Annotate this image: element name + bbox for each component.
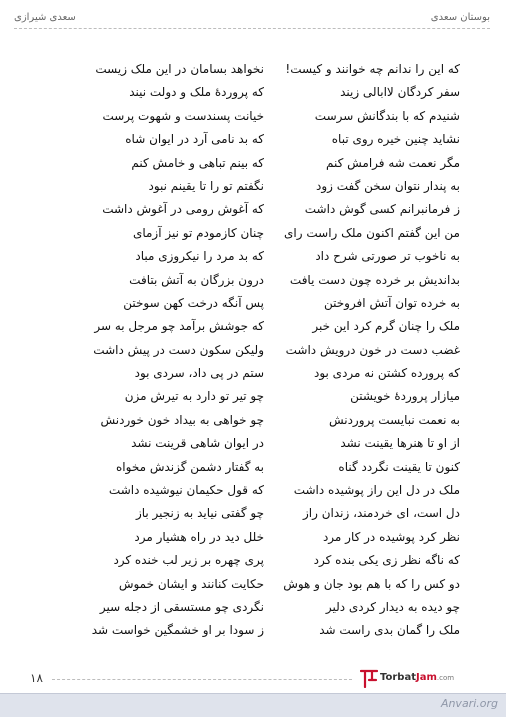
first-hemistich: ملک در دل این راز پوشیده داشت [293, 483, 460, 498]
poem-beyt [70, 432, 460, 455]
first-hemistich: ملک را گمان بدی راست شد [319, 623, 460, 638]
first-hemistich: چو دیده به دیدار کردی دلیر [325, 599, 460, 614]
second-hemistich: که بینم تباهی و خامش کنم [131, 155, 264, 170]
second-hemistich: ز سودا بر او خشمگین خواست شد [91, 623, 264, 638]
first-hemistich: نشاید چنین خیره روی تباه [331, 132, 460, 147]
first-hemistich: که ناگه نظر زی یکی بنده کرد [313, 553, 460, 568]
second-hemistich: ستم در پی داد، سردی بود [134, 366, 264, 381]
torbatjam-logo-icon [360, 668, 378, 688]
page-header [14, 12, 490, 29]
poem-beyt [70, 105, 460, 128]
poem-beyt [70, 315, 460, 338]
second-hemistich: نگفتم تو را تا یقینم نبود [148, 178, 264, 193]
footer-divider [52, 679, 352, 680]
first-hemistich: به پندار نتوان سخن گفت زود [316, 178, 460, 193]
first-hemistich: نظر کرد پوشیده در کار مرد [322, 529, 460, 544]
poem-beyt [70, 385, 460, 408]
first-hemistich: از او تا هنرها یقینت نشد [340, 436, 460, 451]
first-hemistich: ملک را چنان گرم کرد این خبر [312, 319, 460, 334]
first-hemistich: به نعمت نبایست پروردنش [328, 412, 460, 427]
logo-prefix: Torbat [380, 672, 416, 683]
poem-beyt [70, 479, 460, 502]
logo-text [380, 672, 454, 683]
poem-beyt [70, 596, 460, 619]
second-hemistich: حکایت کنانند و ایشان خموش [118, 576, 264, 591]
second-hemistich: نخواهد بسامان در این ملک زیست [95, 62, 264, 76]
first-hemistich: دل است، ای خردمند، زندان راز [302, 506, 460, 521]
second-hemistich: چنان کازمودم تو نیز آزمای [132, 225, 264, 240]
page-number: ۱۸ [30, 671, 43, 685]
watermark-bar [0, 693, 506, 717]
logo-accent: Jam [415, 672, 437, 683]
poem-beyt [70, 58, 460, 81]
poem-beyt [70, 362, 460, 385]
poem-beyt [70, 573, 460, 596]
first-hemistich: دو کس را که با هم بود جان و هوش [283, 576, 460, 591]
poem-beyt [70, 81, 460, 104]
second-hemistich: درون بزرگان به آتش بتافت [129, 272, 264, 287]
book-title: بوستان سعدی [430, 12, 490, 23]
second-hemistich: خلل دید در راه هشیار مرد [134, 529, 264, 544]
first-hemistich: به خرده توان آتش افروختن [323, 295, 460, 310]
second-hemistich: که آغوش رومی در آغوش داشت [102, 202, 264, 217]
second-hemistich: در ایوان شاهی قرینت نشد [131, 436, 264, 451]
author-name: سعدی شیرازی [14, 12, 76, 23]
poem-beyt [70, 339, 460, 362]
poem-beyt [70, 292, 460, 315]
second-hemistich: نگردی چو مستسقی از دجله سیر [99, 599, 264, 614]
poem-beyt [70, 456, 460, 479]
first-hemistich: که این را ندانم چه خوانند و کیست! [285, 62, 460, 76]
poem-beyt [70, 245, 460, 268]
second-hemistich: چو تیر تو دارد به تیرش مزن [124, 389, 264, 404]
poem-beyt [70, 549, 460, 572]
second-hemistich: خیانت پسندست و شهوت پرست [102, 108, 264, 123]
second-hemistich: پس آنگه درخت کهن سوختن [123, 295, 264, 310]
second-hemistich: که بد مرد را نیکروزی مباد [135, 249, 264, 264]
first-hemistich: بداندیش بر خرده چون دست یافت [289, 272, 460, 287]
second-hemistich: به گفتار دشمن گزندش مخواه [116, 459, 264, 474]
watermark-text: Anvari.org [440, 697, 498, 710]
first-hemistich: شنیدم که با بندگانش سرست [314, 108, 460, 123]
first-hemistich: من این گفتم اکنون ملک راست رای [284, 225, 460, 240]
poem-beyt [70, 502, 460, 525]
logo-domain: .com [436, 674, 455, 682]
second-hemistich: ولیکن سکون دست در پیش داشت [93, 342, 264, 357]
first-hemistich: به ناخوب تر صورتی شرح داد [315, 249, 460, 264]
first-hemistich: سفر کردگان لاابالی زیند [340, 85, 460, 100]
second-hemistich: پری چهره بر زیر لب خنده کرد [113, 553, 264, 568]
poem-beyt [70, 175, 460, 198]
second-hemistich: که جوشش برآمد چو مرجل به سر [94, 319, 264, 334]
poem-beyt [70, 526, 460, 549]
poem-beyt [70, 619, 460, 642]
second-hemistich: که قول حکیمان نیوشیده داشت [108, 483, 264, 498]
first-hemistich: که پرورده کشتن نه مردی بود [313, 366, 460, 381]
second-hemistich: چو گفتی نیاید به زنجیر باز [135, 506, 264, 521]
poem-beyt [70, 152, 460, 175]
first-hemistich: غضب دست در خون درویش داشت [285, 342, 460, 357]
second-hemistich: چو خواهی به بیداد خون خوردنش [100, 412, 264, 427]
poem-beyt [70, 222, 460, 245]
first-hemistich: ز فرمانبرانم کسی گوش داشت [304, 202, 460, 217]
poem-beyt [70, 198, 460, 221]
poem-beyt [70, 128, 460, 151]
first-hemistich: میازار پروردهٔ خویشتن [350, 389, 460, 404]
poem-beyt [70, 409, 460, 432]
first-hemistich: کنون تا یقینت نگردد گناه [338, 459, 460, 474]
poem-beyt [70, 269, 460, 292]
first-hemistich: مگر نعمت شه فرامش کنم [325, 155, 460, 170]
second-hemistich: که پروردهٔ ملک و دولت نیند [129, 85, 264, 100]
poem-body [70, 58, 460, 643]
second-hemistich: که بد نامی آرد در ایوان شاه [125, 132, 264, 147]
